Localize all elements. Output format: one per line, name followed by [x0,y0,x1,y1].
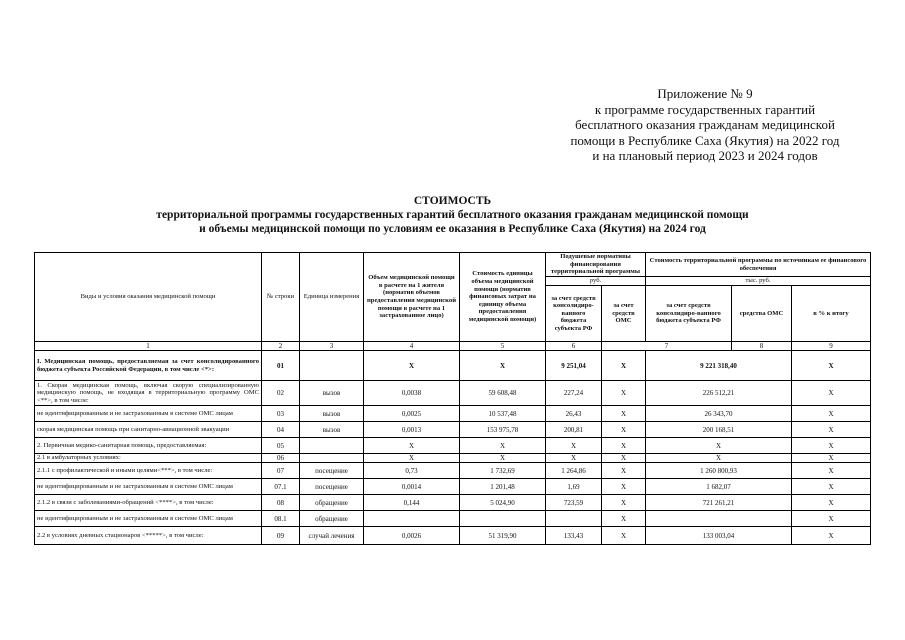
per-capita-budget-cell: X [546,454,602,463]
unit-cell: вызов [300,381,364,406]
unit-cell [300,438,364,454]
per-capita-oms-cell: X [602,454,646,463]
table-row [35,527,871,545]
table-row [35,438,871,454]
unit-cell: обращение [300,511,364,527]
total-oms-cell: X [792,406,871,422]
header-oms-total: средства ОМС [732,286,792,342]
row-label: 2.1.1 с профилактической и иными целями<***>, в том числе: [35,463,262,479]
total-budget-cell: 226 512,21 [646,381,792,406]
per-capita-oms-cell: X [602,527,646,545]
per-capita-oms-cell: X [602,406,646,422]
per-capita-budget-cell: 9 251,04 [546,351,602,381]
per-capita-budget-cell: 1,69 [546,479,602,495]
header-types: Виды и условия оказания медицинской помощи [35,253,262,342]
volume-cell: 0,0026 [364,527,460,545]
total-budget-cell: 1 682,07 [646,479,792,495]
total-budget-cell: 26 343,70 [646,406,792,422]
row-number: 01 [262,351,300,381]
row-number: 03 [262,406,300,422]
per-capita-oms-cell: X [602,438,646,454]
unit-cell: вызов [300,422,364,438]
unit-cost-cell: 1 732,69 [460,463,546,479]
volume-cell: 0,0025 [364,406,460,422]
volume-cell: 0,0014 [364,479,460,495]
appendix-line: помощи в Республике Саха (Якутия) на 2022 год [570,132,840,148]
row-label: 2.1 в амбулаторных условиях: [35,454,262,463]
column-number: 6 [546,342,602,351]
unit-cost-cell [460,511,546,527]
column-number: 2 [262,342,300,351]
column-number: 8 [732,342,792,351]
per-capita-budget-cell: 227,24 [546,381,602,406]
total-budget-cell: 200 168,51 [646,422,792,438]
total-oms-cell: X [792,422,871,438]
unit-cell: случай лечения [300,527,364,545]
cost-table [34,252,871,545]
total-oms-cell: X [792,381,871,406]
header-total-cost: Стоимость территориальной программы по источникам ее финансового обеспечения [646,253,871,277]
total-oms-cell: X [792,463,871,479]
per-capita-budget-cell: 200,81 [546,422,602,438]
row-number: 06 [262,454,300,463]
row-number: 08.1 [262,511,300,527]
per-capita-oms-cell: X [602,381,646,406]
unit-cost-cell: X [460,438,546,454]
row-number: 09 [262,527,300,545]
unit-cost-cell: 5 024,90 [460,495,546,511]
volume-cell [364,511,460,527]
per-capita-budget-cell: 723,59 [546,495,602,511]
table-row [35,511,871,527]
per-capita-budget-cell: 133,43 [546,527,602,545]
volume-cell: 0,73 [364,463,460,479]
row-number: 02 [262,381,300,406]
per-capita-budget-cell: 26,43 [546,406,602,422]
column-number: 1 [35,342,262,351]
header-volume: Объем медицинской помощи в расчете на 1 жителя (норматив объемов предоставления медицинской помощи в расчете на 1 застрахованное лицо) [364,253,460,342]
unit-cell [300,454,364,463]
header-rub: руб. [546,277,646,286]
table-row [35,479,871,495]
per-capita-oms-cell: X [602,495,646,511]
unit-cell: посещение [300,463,364,479]
total-budget-cell [646,511,792,527]
total-budget-cell: X [646,438,792,454]
total-budget-cell: 9 221 318,40 [646,351,792,381]
header-per-capita: Подушевые нормативы финансирования территориальной программы [546,253,646,277]
header-row-no: № строки [262,253,300,342]
per-capita-oms-cell: X [602,511,646,527]
document-subtitle-line2: и объемы медицинской помощи по условиям ее оказания в Республике Саха (Якутия) на 2024 год [199,223,706,235]
unit-cost-cell: X [460,351,546,381]
header-percent: в % к итогу [792,286,871,342]
column-number: 3 [300,342,364,351]
per-capita-oms-cell: X [602,479,646,495]
table-row [35,463,871,479]
volume-cell: 0,144 [364,495,460,511]
per-capita-oms-cell: X [602,463,646,479]
unit-cost-cell: 51 319,90 [460,527,546,545]
document-heading [0,194,905,236]
volume-cell: X [364,438,460,454]
header-unit: Единица измерения [300,253,364,342]
row-label: I. Медицинская помощь, предоставляемая за счет консолидированного бюджета субъекта Российской Федерации, в том числе <*>: [35,351,262,381]
row-number: 08 [262,495,300,511]
appendix-line: Приложение № 9 [657,86,753,101]
total-oms-cell: X [792,454,871,463]
column-number: 4 [364,342,460,351]
appendix-line: и на плановый период 2023 и 2024 годов [592,148,818,163]
row-label: не идентифицированным и не застрахованным в системе ОМС лицам [35,406,262,422]
total-budget-cell: 721 261,21 [646,495,792,511]
per-capita-budget-cell: X [546,438,602,454]
header-thousand-rub: тыс. руб. [646,277,871,286]
per-capita-budget-cell [546,511,602,527]
total-oms-cell: X [792,511,871,527]
column-number: 9 [792,342,871,351]
unit-cell: обращение [300,495,364,511]
appendix-line: бесплатного оказания гражданам медицинской [575,117,835,132]
row-label: не идентифицированным и не застрахованным в системе ОМС лицам [35,511,262,527]
per-capita-oms-cell: X [602,422,646,438]
header-budget-total: за счет средств консолидиро-ванного бюджета субъекта РФ [646,286,732,342]
total-budget-cell: X [646,454,792,463]
table-row [35,381,871,406]
total-budget-cell: 1 260 800,93 [646,463,792,479]
unit-cell: посещение [300,479,364,495]
row-label: 2. Первичная медико-санитарная помощь, предоставляемая: [35,438,262,454]
unit-cost-cell: 59 608,48 [460,381,546,406]
row-label: 1. Скорая медицинская помощь, включая скорую специализированную медицинскую помощь, не входящая в территориальную программу ОМС <**>, в том числе: [35,381,262,406]
unit-cost-cell: 1 201,48 [460,479,546,495]
document-subtitle-line1: территориальной программы государственных гарантий бесплатного оказания гражданам медицинской помощи [156,209,749,221]
row-number: 05 [262,438,300,454]
table-row [35,351,871,381]
column-number-row [35,342,871,351]
unit-cost-cell: 10 537,48 [460,406,546,422]
table-row [35,495,871,511]
column-number: 7 [602,342,732,351]
unit-cell: вызов [300,406,364,422]
document-title: СТОИМОСТЬ [413,195,492,207]
per-capita-budget-cell: 1 264,86 [546,463,602,479]
header-cost-unit: Стоимость единицы объема медицинской помощи (норматив финансовых затрат на единицу объема предоставления медицинской помощи) [460,253,546,342]
total-budget-cell: 133 003,04 [646,527,792,545]
volume-cell: 0,0038 [364,381,460,406]
table-row [35,406,871,422]
row-number: 07 [262,463,300,479]
table-row [35,422,871,438]
row-label: не идентифицированным и не застрахованным в системе ОМС лицам [35,479,262,495]
appendix-reference [520,86,890,164]
row-label: 2.2 в условиях дневных стационаров <*****>, в том числе: [35,527,262,545]
row-number: 07.1 [262,479,300,495]
total-oms-cell: X [792,479,871,495]
header-oms: за счет средств ОМС [602,286,646,342]
total-oms-cell: X [792,527,871,545]
column-number: 5 [460,342,546,351]
row-label: 2.1.2 в связи с заболеваниями-обращений <****>, в том числе: [35,495,262,511]
volume-cell: X [364,351,460,381]
unit-cost-cell: 153 975,78 [460,422,546,438]
total-oms-cell: X [792,351,871,381]
volume-cell: 0,0013 [364,422,460,438]
volume-cell: X [364,454,460,463]
total-oms-cell: X [792,495,871,511]
row-number: 04 [262,422,300,438]
header-budget: за счет средств консолидиро-ванного бюджета субъекта РФ [546,286,602,342]
unit-cost-cell: X [460,454,546,463]
row-label: скорая медицинская помощь при санитарно-авиационной эвакуации [35,422,262,438]
total-oms-cell: X [792,438,871,454]
unit-cell [300,351,364,381]
table-row [35,454,871,463]
per-capita-oms-cell: X [602,351,646,381]
appendix-line: к программе государственных гарантий [594,101,816,117]
